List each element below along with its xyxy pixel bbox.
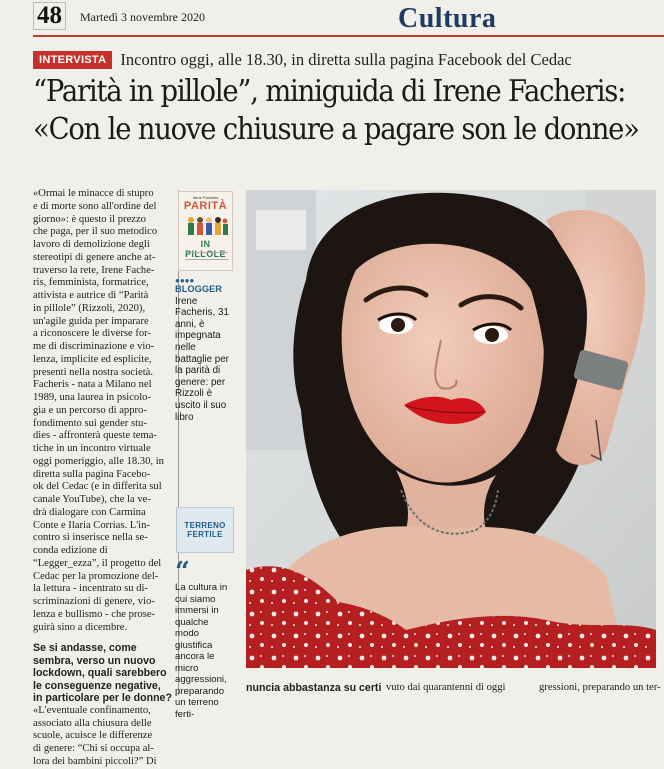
section-name: Cultura: [398, 3, 497, 34]
page-date: Martedì 3 novembre 2020: [80, 10, 205, 24]
interview-question: Se si andasse, come sembra, verso un nuovo lockdown, quali sarebbero le conseguenze negative, in particolare per le donne?: [33, 642, 172, 705]
body-line: ok del Cedac (e in differita sul: [33, 481, 162, 493]
body-line: “Legger_ezza”, il progetto del: [33, 557, 162, 569]
book-cover-author: Irene Facheris: [192, 195, 219, 200]
body-line: dies - affronterà queste tema-: [33, 430, 157, 442]
body-line: in pillole” (Rizzoli, 2020),: [33, 302, 146, 314]
portrait-photo: [246, 190, 656, 668]
body-line: lavoro di demolizione degli: [33, 239, 150, 250]
body-line: drà dialogare con Carmina: [33, 506, 146, 518]
body-line: me di discriminazione e vio-: [33, 341, 155, 352]
page-number: 48: [33, 2, 66, 30]
book-cover-title-top: PARITÀ: [183, 200, 228, 212]
bottom-text-fragment-1: nuncia abbastanza su certi: [246, 682, 382, 694]
body-line: stereotipi di genere anche at-: [33, 251, 156, 263]
body-line: tiche in un incontro virtuale: [33, 443, 151, 454]
pullquote-label-box: [176, 507, 234, 553]
body-paragraph: [33, 188, 173, 634]
answer-line: associato alla chiusura delle: [33, 717, 152, 729]
body-line: lenza e bullismo - che prose-: [33, 608, 156, 620]
caption-title: BLOGGER: [175, 284, 223, 294]
answer-line: scuole, acuisce le differenze: [33, 730, 153, 742]
kicker-text: Incontro oggi, alle 18.30, in diretta sulla pagina Facebook del Cedac: [120, 50, 572, 69]
bottom-text-fragment-2: vuto dai quarantenni di oggi: [386, 682, 506, 693]
body-line: gia e un percorso di appro-: [33, 404, 147, 416]
pullquote-label-line-1: TERRENO: [184, 521, 226, 530]
body-line: lenza, implicite ed esplicite,: [33, 353, 152, 365]
body-line: un'agile guida per imparare: [33, 315, 149, 327]
body-line: fondimento sui gender stu-: [33, 417, 147, 429]
body-line: la lettura - incentrato su di-: [33, 583, 149, 595]
body-line: canale YouTube), che la ve-: [33, 494, 151, 505]
body-line: e di morte sono all'ordine del: [33, 200, 157, 212]
page-header: [0, 0, 664, 36]
body-line: Conte e Ilaria Corrias. L'in-: [33, 519, 150, 531]
book-cover-subtitle: [185, 252, 228, 260]
body-line: conda edizione di: [33, 545, 108, 556]
body-line: ris, femminista, formatrice,: [33, 277, 149, 289]
body-line: Facheris - nata a Milano nel: [33, 379, 152, 391]
body-line: contro si inserisce nella se-: [33, 532, 148, 544]
headline: [33, 72, 639, 148]
kicker-row: [33, 50, 572, 70]
interview-badge: INTERVISTA: [33, 51, 112, 69]
header-rule: [33, 35, 664, 37]
portrait-illustration: [246, 190, 656, 668]
body-line: attivista e autrice di “Parità: [33, 290, 149, 301]
pullquote-text: La cultura in cui siamo immersi in qualche modo giustifica ancora le micro aggressioni, preparando un terreno ferti-: [175, 582, 228, 720]
body-line: presenti nella nostra società.: [33, 366, 154, 378]
answer-line: «L'eventuale confinamento,: [33, 704, 151, 716]
book-cover-illustration: [185, 215, 228, 237]
body-line: che paga, per il suo metodico: [33, 226, 158, 238]
body-line: giorno»: è questo il prezzo: [33, 213, 146, 225]
body-line: Cedac per la promozione del-: [33, 570, 159, 582]
body-line: scriminazioni di genere, vio-: [33, 596, 155, 607]
body-line: oggi pomeriggio, alle 18.30, in: [33, 455, 164, 467]
caption-text: Irene Facheris, 31 anni, è impegnata nelle battaglie per la parità di genere: per Rizzoli è uscito il suo libro: [175, 295, 229, 423]
photo-caption: [175, 284, 235, 423]
book-cover-title-bottom: IN PILLOLE: [185, 239, 226, 259]
body-line: diretta sulla pagina Facebo-: [33, 468, 151, 480]
pullquote-label-line-2: FERTILE: [187, 530, 223, 539]
article-body: [33, 188, 173, 769]
book-cover-image: [178, 191, 233, 271]
body-line: guirà sino a dicembre.: [33, 621, 128, 633]
body-line: traverso la rete, Irene Fache-: [33, 264, 155, 276]
answer-paragraph: [33, 705, 173, 769]
bottom-text-fragment-3: gressioni, preparando un ter-: [539, 682, 661, 693]
headline-line-2: «Con le nuove chiusure a pagare son le donne»: [33, 112, 639, 146]
body-line: 1989, una laurea in psicolo-: [33, 392, 151, 403]
answer-line: di genere: “Chi si occupa al-: [33, 743, 154, 754]
quote-icon: “: [175, 557, 190, 587]
body-line: a riconoscere le diverse for-: [33, 328, 152, 340]
headline-line-1: “Parità in pillole”, miniguida di Irene Facheris:: [33, 74, 626, 108]
caption-dots-icon: ●●●●: [175, 276, 195, 285]
body-line: «Ormai le minacce di stupro: [33, 188, 154, 199]
answer-line: lora dei bambini piccoli?” Di: [33, 755, 157, 767]
